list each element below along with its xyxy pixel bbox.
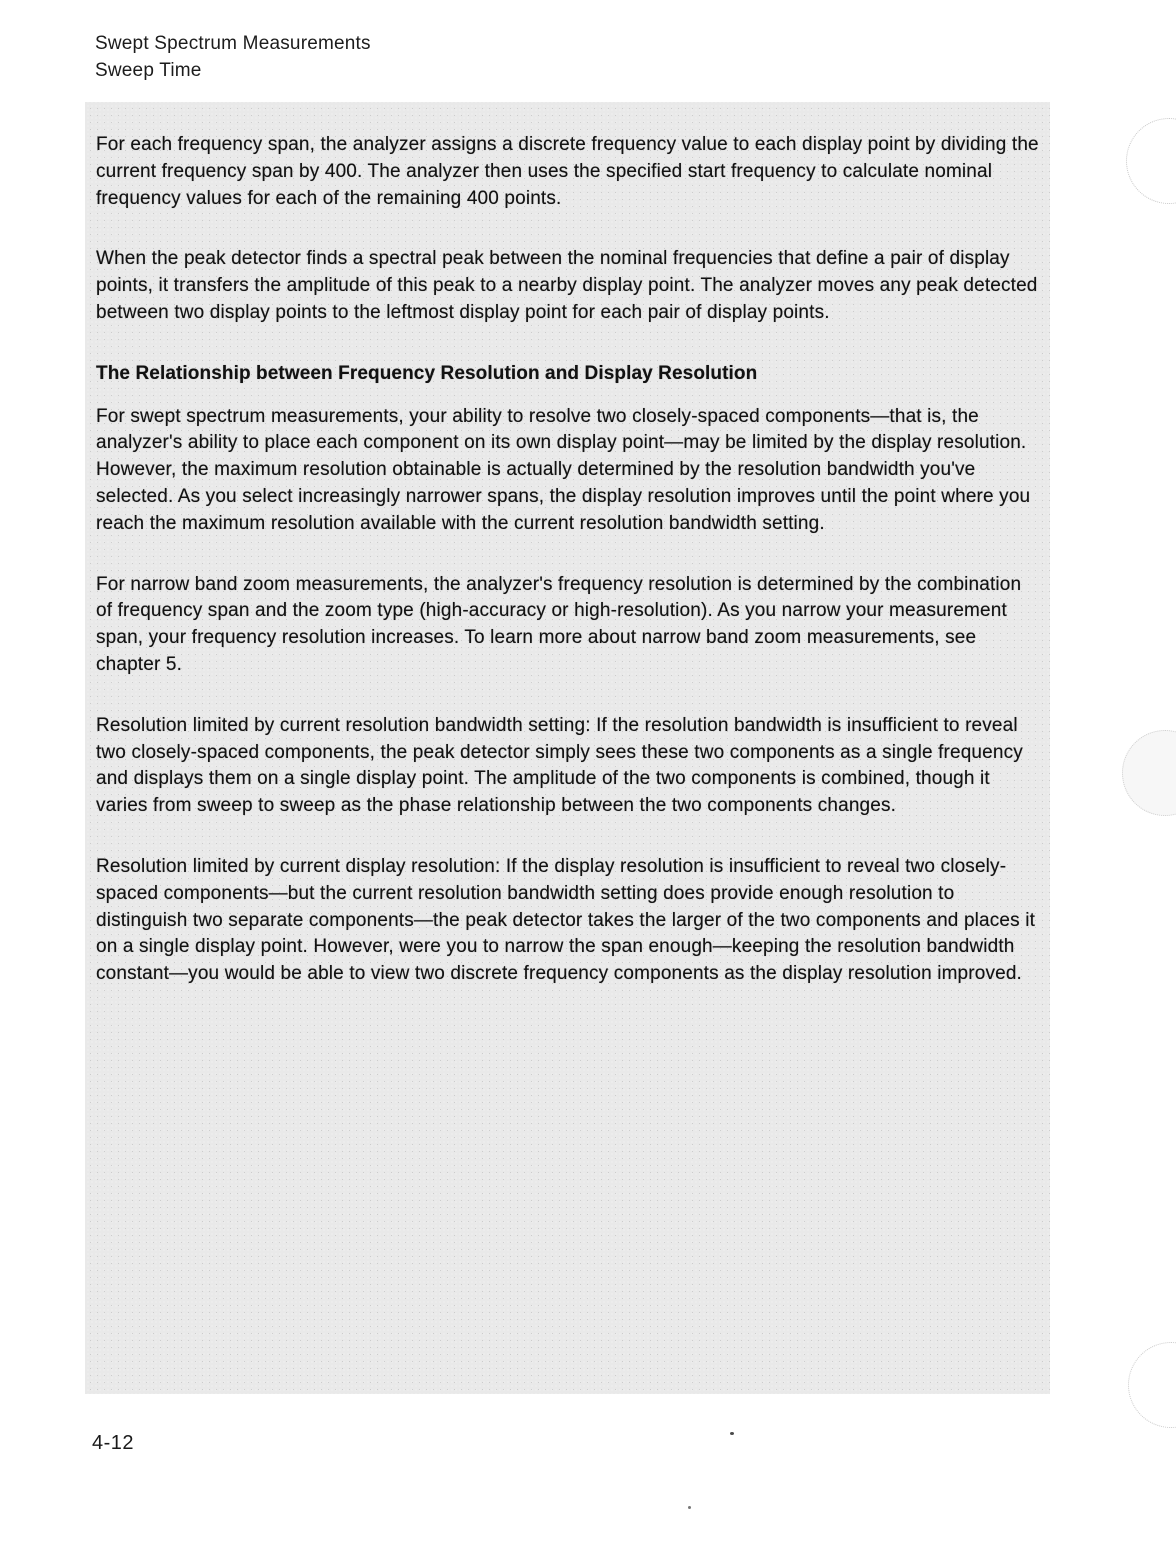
punch-hole-artifact — [1126, 118, 1176, 204]
scan-speck-artifact — [688, 1506, 691, 1509]
paragraph: Resolution limited by current resolution bandwidth setting: If the resolution bandwidth is insufficient to reveal two closely-spaced components, the peak detector simply sees these two components as a single frequency and displays them on a single display point. The amplitude of the two components is combined, though it varies from sweep to sweep as the phase relationship between the two components changes. — [96, 714, 1023, 817]
punch-hole-artifact — [1122, 730, 1176, 816]
paragraph: Resolution limited by current display resolution: If the display resolution is insufficient to reveal two closely-spaced components—but the current resolution bandwidth setting does provide enough resolution to distinguish two separate components—the peak detector takes the larger of the two components and places it on a single display point. However, were you to narrow the span enough—keeping the resolution bandwidth constant—you would be able to view two discrete frequency components as the display resolution improved. — [96, 855, 1035, 985]
paragraph: For each frequency span, the analyzer assigns a discrete frequency value to each display point by dividing the current frequency span by 400. The analyzer then uses the specified start frequency to calculate nominal frequency values for each of the remaining 400 points. — [96, 134, 1039, 209]
paragraph: For swept spectrum measurements, your ability to resolve two closely-spaced components—that is, the analyzer's ability to place each component on its own display point—may be limited by the display resolution. However, the maximum resolution obtainable is actually determined by the resolution bandwidth you've selected. As you select increasingly narrower spans, the display resolution improves until the point where you reach the maximum resolution available with the current resolution bandwidth setting. — [96, 405, 1031, 534]
running-header-title: Swept Spectrum Measurements — [95, 33, 371, 54]
paragraph: When the peak detector finds a spectral peak between the nominal frequencies that define a pair of display points, it transfers the amplitude of this peak to a nearby display point. The analyzer moves any peak detected between two display points to the leftmost display point for each pair of display points. — [96, 248, 1038, 323]
scan-speck-artifact — [730, 1432, 734, 1435]
page-header — [95, 30, 371, 84]
scanned-text-region — [85, 102, 1050, 1394]
running-header-subtitle: Sweep Time — [95, 60, 202, 81]
punch-hole-artifact — [1128, 1342, 1176, 1428]
paragraph: For narrow band zoom measurements, the analyzer's frequency resolution is determined by the combination of frequency span and the zoom type (high-accuracy or high-resolution). As you narrow your measurement span, your frequency resolution increases. To learn more about narrow band zoom measurements, see chapter 5. — [96, 573, 1022, 675]
section-heading: The Relationship between Frequency Resolution and Display Resolution — [96, 362, 758, 384]
page-number: 4-12 — [92, 1432, 135, 1454]
